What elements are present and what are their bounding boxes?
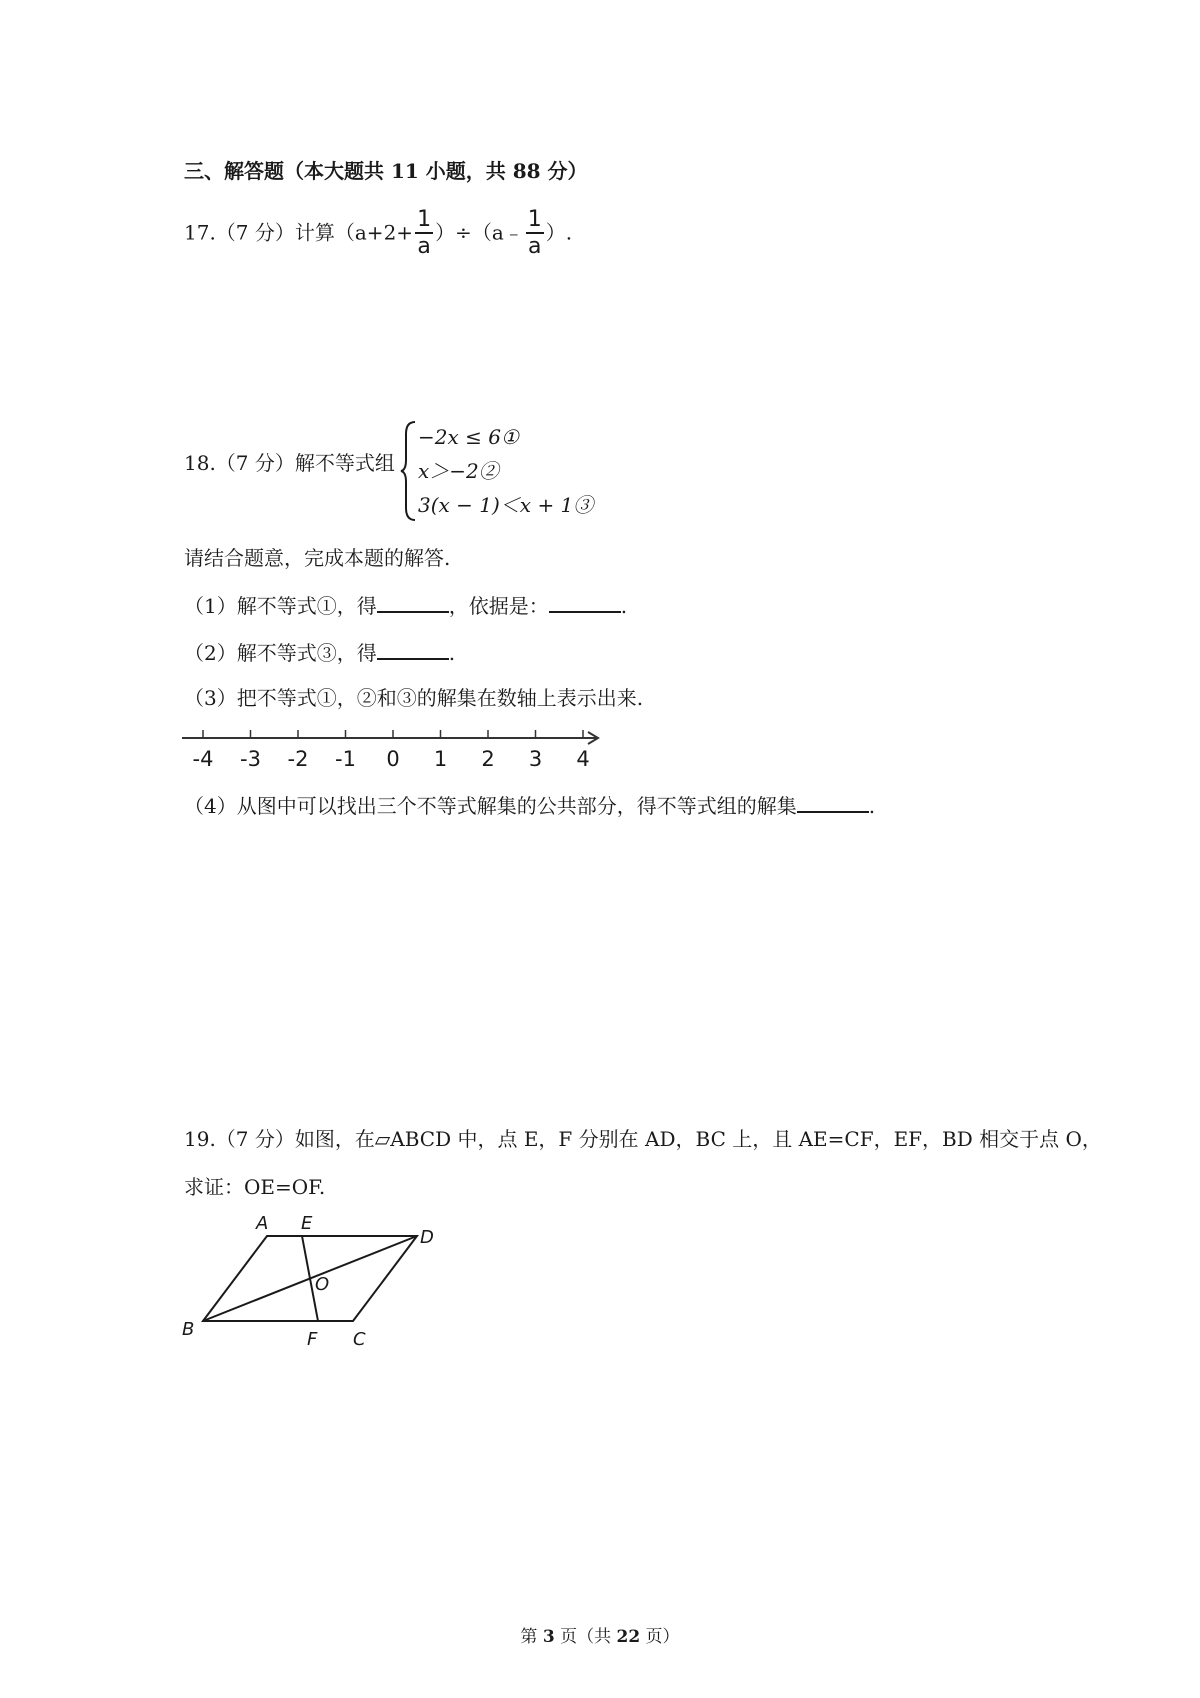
point-label-b: B — [182, 1319, 195, 1340]
point-label-a: A — [256, 1213, 269, 1234]
q18-p2-end: . — [448, 641, 456, 665]
q18-inequality-1: −2x ≤ 6① — [418, 425, 519, 449]
point-label-f: F — [307, 1329, 318, 1350]
q19-statement: 19.（7 分）如图，在▱ABCD 中，点 E，F 分别在 AD，BC 上，且 AE=CF，EF，BD 相交于点 O， — [184, 1127, 1102, 1151]
q18-p4-text: （4）从图中可以找出三个不等式解集的公共部分，得不等式组的解集 — [184, 794, 797, 818]
q18-brace — [400, 420, 420, 522]
q18-part-4 — [184, 793, 875, 818]
footer-pre: 第 — [520, 1627, 543, 1647]
answer-blank[interactable] — [549, 593, 621, 613]
q18-part-1 — [184, 593, 627, 618]
q17-frac2-numerator: 1 — [527, 207, 542, 232]
q18-label: 18.（7 分）解不等式组 — [184, 451, 395, 475]
q19-prove: 求证：OE=OF. — [184, 1175, 326, 1199]
page-footer — [0, 1622, 1200, 1647]
point-label-o: O — [315, 1274, 330, 1295]
point-label-d: D — [420, 1227, 434, 1248]
number-line-label: 0 — [386, 747, 400, 771]
q17-end: ）. — [545, 220, 573, 245]
number-line-label: 2 — [481, 747, 495, 771]
total-pages: 22 — [616, 1627, 641, 1647]
q17-fraction-2 — [526, 208, 544, 260]
q18-p1-basis: ，依据是： — [448, 594, 549, 618]
q18-intro: 请结合题意，完成本题的解答. — [184, 546, 451, 570]
q18-p2-text: （2）解不等式③，得 — [184, 641, 377, 665]
parallelogram-figure — [176, 1208, 456, 1352]
point-label-e: E — [301, 1213, 313, 1234]
q18-inequality-2: x＞−2② — [418, 459, 499, 483]
footer-post: 页） — [640, 1627, 680, 1647]
q18-part-3: （3）把不等式①，②和③的解集在数轴上表示出来. — [184, 686, 644, 710]
answer-blank[interactable] — [377, 640, 449, 660]
q18-part-2 — [184, 640, 455, 665]
q17-frac1-denominator: a — [417, 234, 431, 259]
q18-p1-end: . — [620, 594, 628, 618]
question-17 — [184, 208, 572, 260]
q17-frac1-numerator: 1 — [417, 207, 432, 232]
number-line — [180, 724, 620, 774]
q17-label: 17.（7 分）计算（a+2+ — [184, 220, 414, 245]
footer-mid: 页（共 — [554, 1627, 617, 1647]
answer-blank[interactable] — [797, 793, 869, 813]
q17-mid: ）÷（a﹣ — [435, 220, 524, 245]
number-line-label: -4 — [192, 747, 214, 771]
answer-blank[interactable] — [377, 593, 449, 613]
section-title: 三、解答题（本大题共 11 小题，共 88 分） — [184, 159, 588, 183]
q17-frac2-denominator: a — [528, 234, 542, 259]
q17-fraction-1 — [415, 208, 433, 260]
number-line-label: 1 — [433, 747, 448, 771]
point-label-c: C — [353, 1329, 366, 1350]
q18-inequality-3: 3(x − 1)＜x + 1③ — [418, 493, 594, 517]
page-number: 3 — [542, 1627, 555, 1647]
number-line-label: 3 — [528, 747, 543, 771]
number-line-label: -2 — [287, 747, 309, 771]
q18-p1-text: （1）解不等式①，得 — [184, 594, 377, 618]
number-line-label: 4 — [576, 747, 590, 771]
number-line-label: -1 — [335, 747, 356, 771]
number-line-label: -3 — [240, 747, 261, 771]
q18-p4-end: . — [868, 794, 876, 818]
